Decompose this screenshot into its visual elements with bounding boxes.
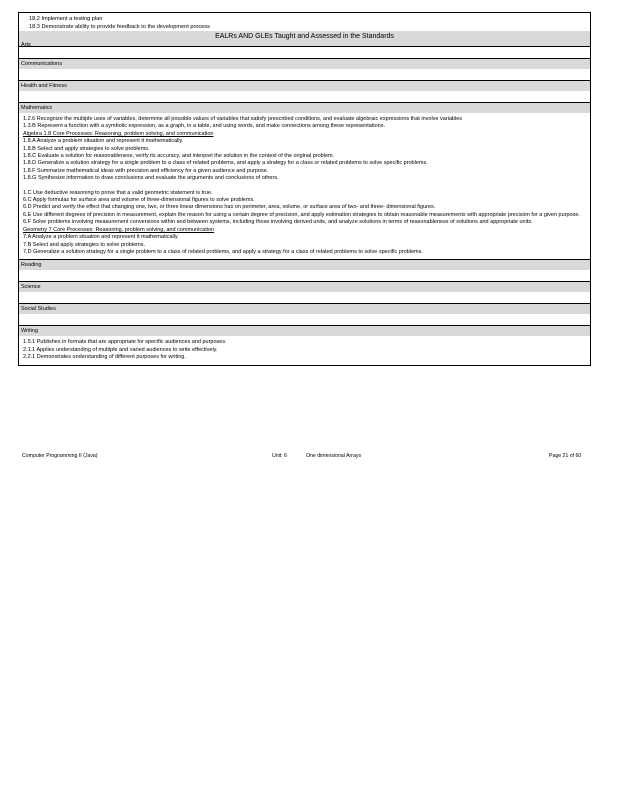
footer-unit: Unit: 6 (272, 453, 287, 459)
math-line: 1.8.D Generalize a solution strategy for a single problem to a class of related problems, and apply a strategy for a class or related problems to solve specific problems. (23, 160, 428, 167)
math-subheading: Geometry 7 Core Processes: Reasoning, problem solving, and communication (23, 226, 215, 233)
math-line: 6.F Solve problems involving measurement conversions within and between systems, including those involving derived units, and analyze solutions in terms of reasonableness of solutions and appropriate units. (23, 219, 533, 226)
social-studies-content (19, 314, 590, 326)
section-mathematics: Mathematics (19, 103, 590, 113)
science-content (19, 292, 590, 304)
arts-content (19, 47, 590, 59)
competency-lines (19, 12, 590, 31)
math-line: 1.8.B Select and apply strategies to solve problems. (23, 145, 150, 152)
writing-line: 2.2.1 Demonstrates understanding of different purposes for writing. (23, 354, 186, 361)
header-title: EALRs AND GLEs Taught and Assessed in the Standards (215, 33, 394, 40)
section-science: Science (19, 282, 590, 292)
math-line: 7.B Select and apply strategies to solve problems. (23, 241, 145, 248)
math-subheading: Algebra 1.8 Core Processes: Reasoning, problem solving, and communication (23, 130, 214, 137)
reading-content (19, 270, 590, 282)
math-line: 1.8.C Evaluate a solution for reasonableness, verify its accuracy, and interpret the solution in the context of the original problem. (23, 153, 335, 160)
competency-line: 18.2 Implement a testing plan (29, 16, 103, 22)
standards-table (18, 12, 591, 366)
footer-course: Computer Programming II (Java) (22, 453, 98, 459)
section-social-studies: Social Studies (19, 304, 590, 314)
math-line: 1.2.6 Recognize the multiple uses of variables, determine all possible values of variables that satisfy prescribed conditions, and evaluate algebraic expressions that involve variables (23, 116, 463, 122)
writing-line: 2.1.1 Applies understanding of multiple and varied audiences to write effectively. (23, 346, 218, 353)
section-health: Health and Fitness (19, 81, 590, 91)
health-content (19, 91, 590, 103)
standards-header (19, 31, 590, 47)
section-communications: Communications (19, 59, 590, 69)
mathematics-content (19, 113, 590, 260)
math-line: 7.A Analyze a problem situation and represent it mathematically (23, 234, 178, 241)
footer-unit-title: One dimensional Arrays (306, 453, 362, 459)
writing-line: 1.5.1 Publishes in formats that are appropriate for specific audiences and purposes. (23, 339, 227, 346)
math-line: 1.3.B Represent a function with a symbolic expression, as a graph, in a table, and using words, and make connections among these representations. (23, 123, 385, 130)
math-line: 6.D Predict and verify the effect that changing one, two, or three linear dimensions has on perimeter, area, volume, or surface area of two- and three- dimensional figures. (23, 204, 436, 211)
section-reading: Reading (19, 260, 590, 270)
competency-line: 18.3 Demonstrate ability to provide feedback to the development process (29, 24, 210, 30)
page-footer (22, 453, 588, 461)
math-line: 1.C Use deductive reasoning to prove that a valid geometric statement is true. (23, 189, 213, 196)
standards-page (18, 12, 591, 366)
math-line: 1.8.G Synthesize information to draw conclusions and evaluate the arguments and conclusions of others. (23, 175, 279, 182)
footer-page-number: Page 21 of 60 (549, 453, 582, 459)
section-arts: Arts (21, 42, 31, 48)
math-line: 6.E Use different degrees of precision in measurement, explain the reason for using a certain degree of precision, and apply estimation strategies to obtain reasonable measurements with appropriate precision for a given purpose. (23, 211, 580, 218)
communications-content (19, 69, 590, 81)
writing-content (19, 336, 590, 365)
math-line: 1.8.A Analyze a problem situation and represent it mathematically. (23, 138, 184, 145)
section-writing: Writing (19, 326, 590, 336)
math-line: 6.C Apply formulas for surface area and volume of three-dimensional figures to solve problems. (23, 197, 255, 204)
math-line: 1.8.F Summarize mathematical ideas with precision and efficiency for a given audience and purpose. (23, 167, 269, 174)
spacer (23, 183, 588, 190)
math-line: 7.D Generalize a solution strategy for a single problem to a class of related problems, and apply a strategy for a class of related problems to solve specific problems. (23, 248, 423, 255)
